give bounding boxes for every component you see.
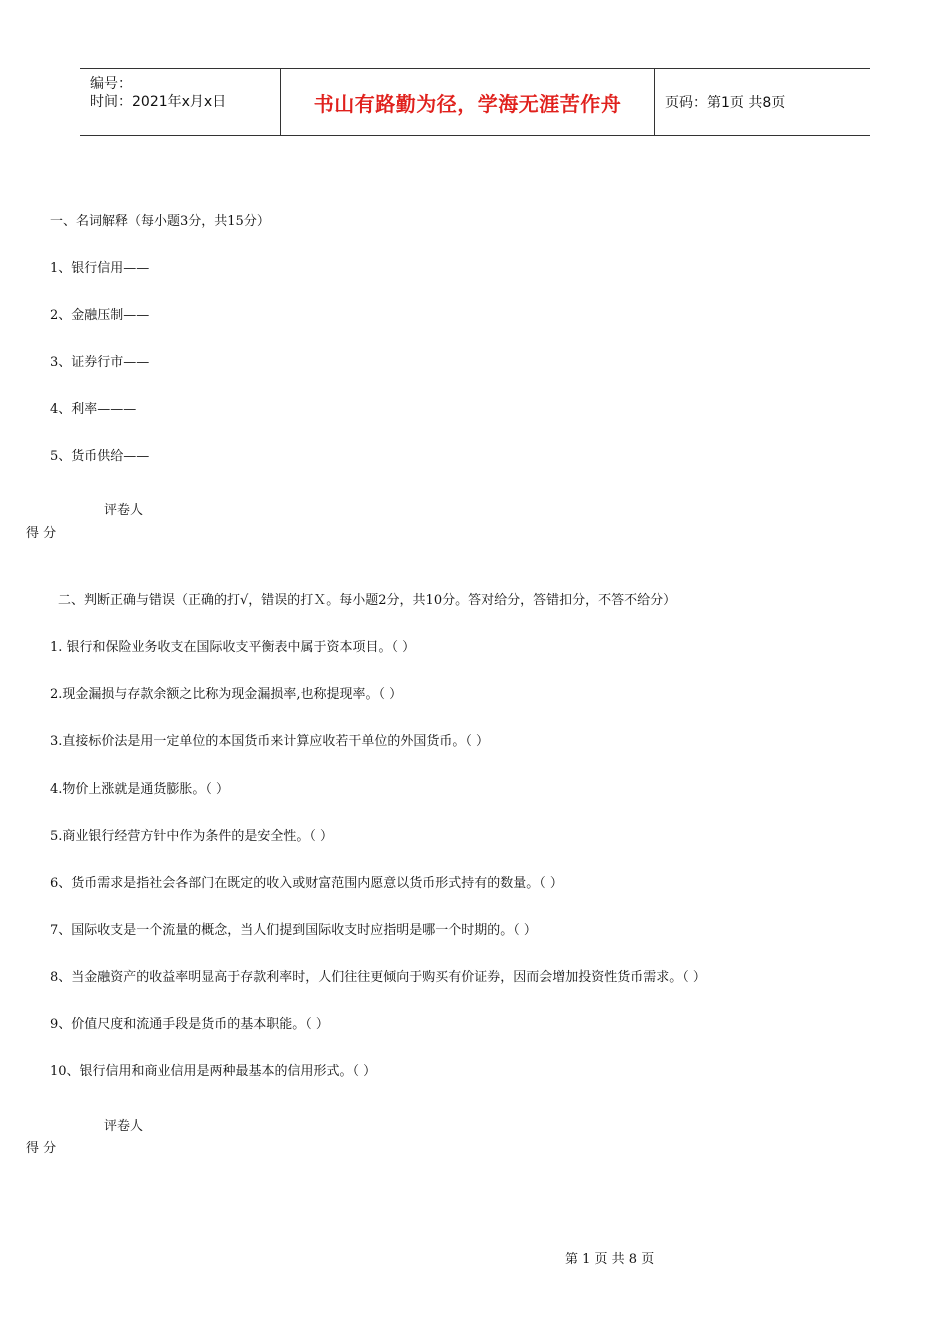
term-item: 2、金融压制—— — [50, 308, 150, 323]
judgement-item: 7、国际收支是一个流量的概念，当人们提到国际收支时应指明是哪一个时期的。（ ） — [50, 923, 537, 938]
section1-title: 一、名词解释（每小题3分，共15分） — [50, 214, 270, 229]
term-item: 4、利率——— — [50, 402, 137, 417]
judgement-item: 2.现金漏损与存款余额之比称为现金漏损率,也称提现率。（ ） — [50, 687, 403, 702]
judgement-item: 3.直接标价法是用一定单位的本国货币来计算应收若干单位的外国货币。（ ） — [50, 734, 490, 749]
judgement-item: 9、价值尺度和流通手段是货币的基本职能。（ ） — [50, 1017, 329, 1032]
page-header — [80, 68, 870, 136]
number-label: 编号： — [90, 76, 132, 92]
judgement-item: 5.商业银行经营方针中作为条件的是安全性。（ ） — [50, 829, 334, 844]
term-item: 1、银行信用—— — [50, 261, 150, 276]
header-motto-cell — [281, 69, 655, 135]
score-label: 得 分 — [26, 526, 57, 541]
reviewer-label: 评卷人 — [104, 1119, 144, 1134]
date-line: 时间：2021年x月x日 — [90, 94, 227, 110]
page-footer: 第 1 页 共 8 页 — [565, 1252, 655, 1267]
term-item: 5、货币供给—— — [50, 449, 150, 464]
section2-title: 二、判断正确与错误（正确的打√，错误的打Ｘ。每小题2分，共10分。答对给分，答错扣分，不答不给分） — [58, 593, 677, 608]
reviewer-label: 评卷人 — [104, 503, 144, 518]
header-meta-cell — [80, 69, 281, 135]
judgement-item: 4.物价上涨就是通货膨胀。（ ） — [50, 782, 230, 797]
judgement-item: 10、银行信用和商业信用是两种最基本的信用形式。（ ） — [50, 1064, 377, 1079]
score-label: 得 分 — [26, 1141, 57, 1156]
judgement-item: 6、货币需求是指社会各部门在既定的收入或财富范围内愿意以货币形式持有的数量。（ ） — [50, 876, 563, 891]
judgement-item: 1. 银行和保险业务收支在国际收支平衡表中属于资本项目。（ ） — [50, 640, 416, 655]
motto-text: 书山有路勤为径，学海无涯苦作舟 — [313, 91, 622, 116]
term-item: 3、证券行市—— — [50, 355, 150, 370]
judgement-item: 8、当金融资产的收益率明显高于存款利率时，人们往往更倾向于购买有价证券，因而会增加投资性货币需求。（ ） — [50, 970, 706, 985]
page-info: 页码：第1页 共8页 — [665, 95, 786, 111]
header-page-cell — [655, 69, 870, 135]
